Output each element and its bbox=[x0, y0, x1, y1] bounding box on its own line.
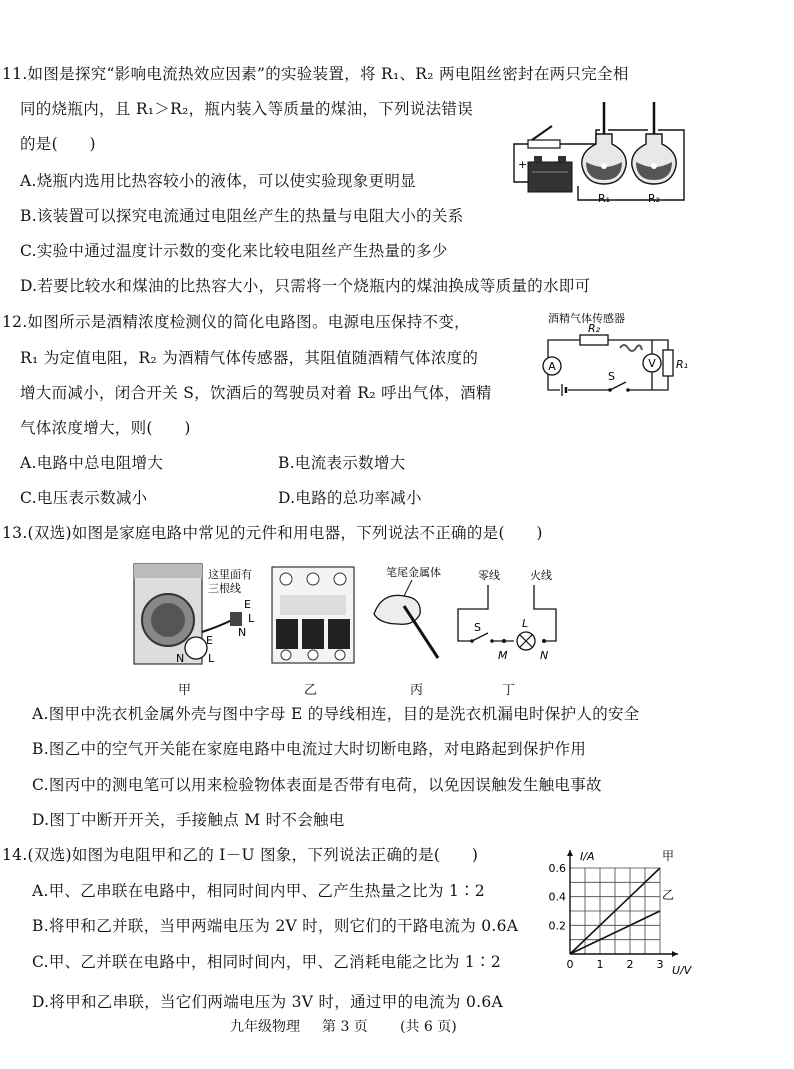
three-wires-label-2: 三根线 bbox=[208, 582, 241, 595]
three-wires-label-1: 这里面有 bbox=[208, 568, 252, 581]
socket-icon bbox=[185, 637, 207, 659]
point-n bbox=[542, 639, 546, 643]
caption-bing: 丙 bbox=[410, 683, 424, 698]
q11-stem-line1: 11.如图是探究“影响电流热效应因素”的实验装置，将 R₁、R₂ 两电阻丝密封在两只完全相 bbox=[2, 65, 629, 83]
footer-page: 第 3 页 bbox=[322, 1019, 368, 1035]
switch-base bbox=[528, 140, 560, 148]
q12-option-a: A.电路中总电阻增大 bbox=[20, 454, 164, 472]
q11-option-d: D.若要比较水和煤油的比热容大小，只需将一个烧瓶内的煤油换成等质量的水即可 bbox=[20, 277, 591, 295]
caption-jia: 甲 bbox=[178, 683, 192, 698]
q12-stem-line3: 增大而减小，闭合开关 S，饮酒后的驾驶员对着 R₂ 呼出气体，酒精 bbox=[20, 384, 492, 402]
series-label-jia: 甲 bbox=[662, 849, 675, 863]
plug-e-label: E bbox=[244, 598, 251, 611]
sensor-title: 酒精气体传感器 bbox=[548, 312, 625, 325]
q13-stem: 13.(双选)如图是家庭电路中常见的元件和用电器，下列说法不正确的是( ) bbox=[2, 524, 543, 542]
caption-ding: 丁 bbox=[502, 683, 516, 698]
battery-plus-label: + bbox=[518, 158, 528, 171]
r1-resistor bbox=[663, 350, 673, 376]
point-m-label: M bbox=[498, 649, 508, 662]
q13-option-b: B.图乙中的空气开关能在家庭电路中电流过大时切断电路，对电路起到保护作用 bbox=[32, 740, 587, 758]
q11-option-c: C.实验中通过温度计示数的变化来比较电阻丝产生热量的多少 bbox=[20, 242, 448, 260]
voltmeter-label: V bbox=[648, 357, 656, 370]
q14-option-c: C.甲、乙并联在电路中，相同时间内，甲、乙消耗电能之比为 1∶2 bbox=[32, 953, 501, 971]
figure-ding-circuit bbox=[452, 565, 567, 663]
live-line-label: 火线 bbox=[530, 569, 552, 582]
x-tick-label: 2 bbox=[626, 958, 634, 971]
flask-r2-label: R₂ bbox=[648, 192, 661, 205]
figure-bing-test-pen bbox=[368, 562, 464, 666]
q14-stem: 14.(双选)如图为电阻甲和乙的 I－U 图象，下列说法正确的是( ) bbox=[2, 846, 479, 864]
switch-s-label: S bbox=[474, 621, 481, 634]
y-tick-label: 0.6 bbox=[548, 862, 566, 875]
q14-option-b: B.将甲和乙并联，当甲两端电压为 2V 时，则它们的干路电流为 0.6A bbox=[32, 917, 519, 935]
x-axis-arrow bbox=[672, 951, 678, 957]
caption-yi: 乙 bbox=[304, 683, 318, 698]
q14-option-a: A.甲、乙串联在电路中，相同时间内甲、乙产生热量之比为 1∶2 bbox=[32, 882, 486, 900]
y-axis-label: I/A bbox=[580, 850, 595, 863]
plug-n-label: N bbox=[238, 626, 247, 639]
q13-option-d: D.图丁中断开开关，手接触点 M 时不会触电 bbox=[32, 811, 345, 829]
x-axis-label: U/V bbox=[672, 964, 692, 976]
q12-option-d: D.电路的总功率减小 bbox=[278, 489, 422, 507]
switch-s bbox=[610, 382, 626, 390]
flask-r1-icon bbox=[582, 102, 626, 184]
q12-circuit-figure bbox=[538, 308, 698, 400]
q11-stem-line2: 同的烧瓶内，且 R₁＞R₂，瓶内装入等质量的煤油，下列说法错误 bbox=[20, 100, 473, 118]
q13-option-a: A.图甲中洗衣机金属外壳与图中字母 E 的导线相连，目的是洗衣机漏电时保护人的安全 bbox=[32, 705, 640, 723]
socket-e-label: E bbox=[206, 634, 213, 647]
test-pen-icon bbox=[404, 606, 438, 658]
q12-stem-line1: 12.如图所示是酒精浓度检测仪的简化电路图。电源电压保持不变， bbox=[2, 313, 470, 331]
socket-l-label: L bbox=[208, 652, 215, 665]
y-axis-arrow bbox=[567, 850, 573, 856]
y-tick-label: 0.4 bbox=[548, 890, 566, 904]
q12-option-c: C.电压表示数减小 bbox=[20, 489, 148, 507]
zero-line-label: 零线 bbox=[478, 569, 500, 582]
q11-stem-line3: 的是( ) bbox=[20, 135, 96, 153]
pen-tail-label: 笔尾金属体 bbox=[386, 566, 441, 579]
point-n-label: N bbox=[540, 649, 549, 662]
q13-option-c: C.图丙中的测电笔可以用来检验物体表面是否带有电荷，以免因误触发生触电事故 bbox=[32, 776, 602, 794]
plug-l-label: L bbox=[248, 612, 255, 625]
x-tick-label: 1 bbox=[596, 958, 604, 971]
x-tick-label: 0 bbox=[566, 958, 574, 971]
x-tick-label: 3 bbox=[656, 958, 664, 971]
chart-series bbox=[570, 849, 674, 954]
breath-icon bbox=[620, 345, 642, 351]
q11-option-a: A.烧瓶内选用比热容较小的液体，可以使实验现象更明显 bbox=[20, 172, 416, 190]
r2-sensor-resistor bbox=[580, 335, 608, 345]
point-m bbox=[502, 639, 506, 643]
flask-r2-icon bbox=[632, 102, 676, 184]
q14-option-d: D.将甲和乙串联，当它们两端电压为 3V 时，通过甲的电流为 0.6A bbox=[32, 993, 503, 1011]
battery-icon bbox=[528, 156, 572, 192]
q11-option-b: B.该装置可以探究电流通过电阻丝产生的热量与电阻大小的关系 bbox=[20, 207, 464, 225]
plug-icon bbox=[230, 612, 242, 626]
q12-stem-line2: R₁ 为定值电阻，R₂ 为酒精气体传感器，其阻值随酒精气体浓度的 bbox=[20, 349, 479, 367]
figure-jia-washing-machine bbox=[132, 562, 272, 668]
series-label-yi: 乙 bbox=[662, 888, 675, 902]
r2-label: R₂ bbox=[588, 322, 601, 335]
socket-n-label: N bbox=[176, 652, 185, 665]
iu-graph bbox=[540, 842, 700, 976]
ammeter-label: A bbox=[548, 360, 556, 373]
switch-label: S bbox=[608, 370, 615, 383]
q12-option-b: B.电流表示数增大 bbox=[278, 454, 406, 472]
r1-label: R₁ bbox=[676, 358, 689, 371]
q12-stem-line4: 气体浓度增大，则( ) bbox=[20, 419, 191, 437]
lamp-label: L bbox=[522, 617, 529, 630]
q11-apparatus-figure bbox=[508, 100, 694, 212]
footer-subject: 九年级物理 bbox=[230, 1019, 300, 1035]
y-tick-label: 0.2 bbox=[548, 919, 566, 933]
figure-yi-air-switch bbox=[270, 565, 356, 665]
footer-total: (共 6 页) bbox=[400, 1019, 457, 1035]
flask-r1-label: R₁ bbox=[598, 192, 611, 205]
switch-icon bbox=[472, 633, 488, 641]
